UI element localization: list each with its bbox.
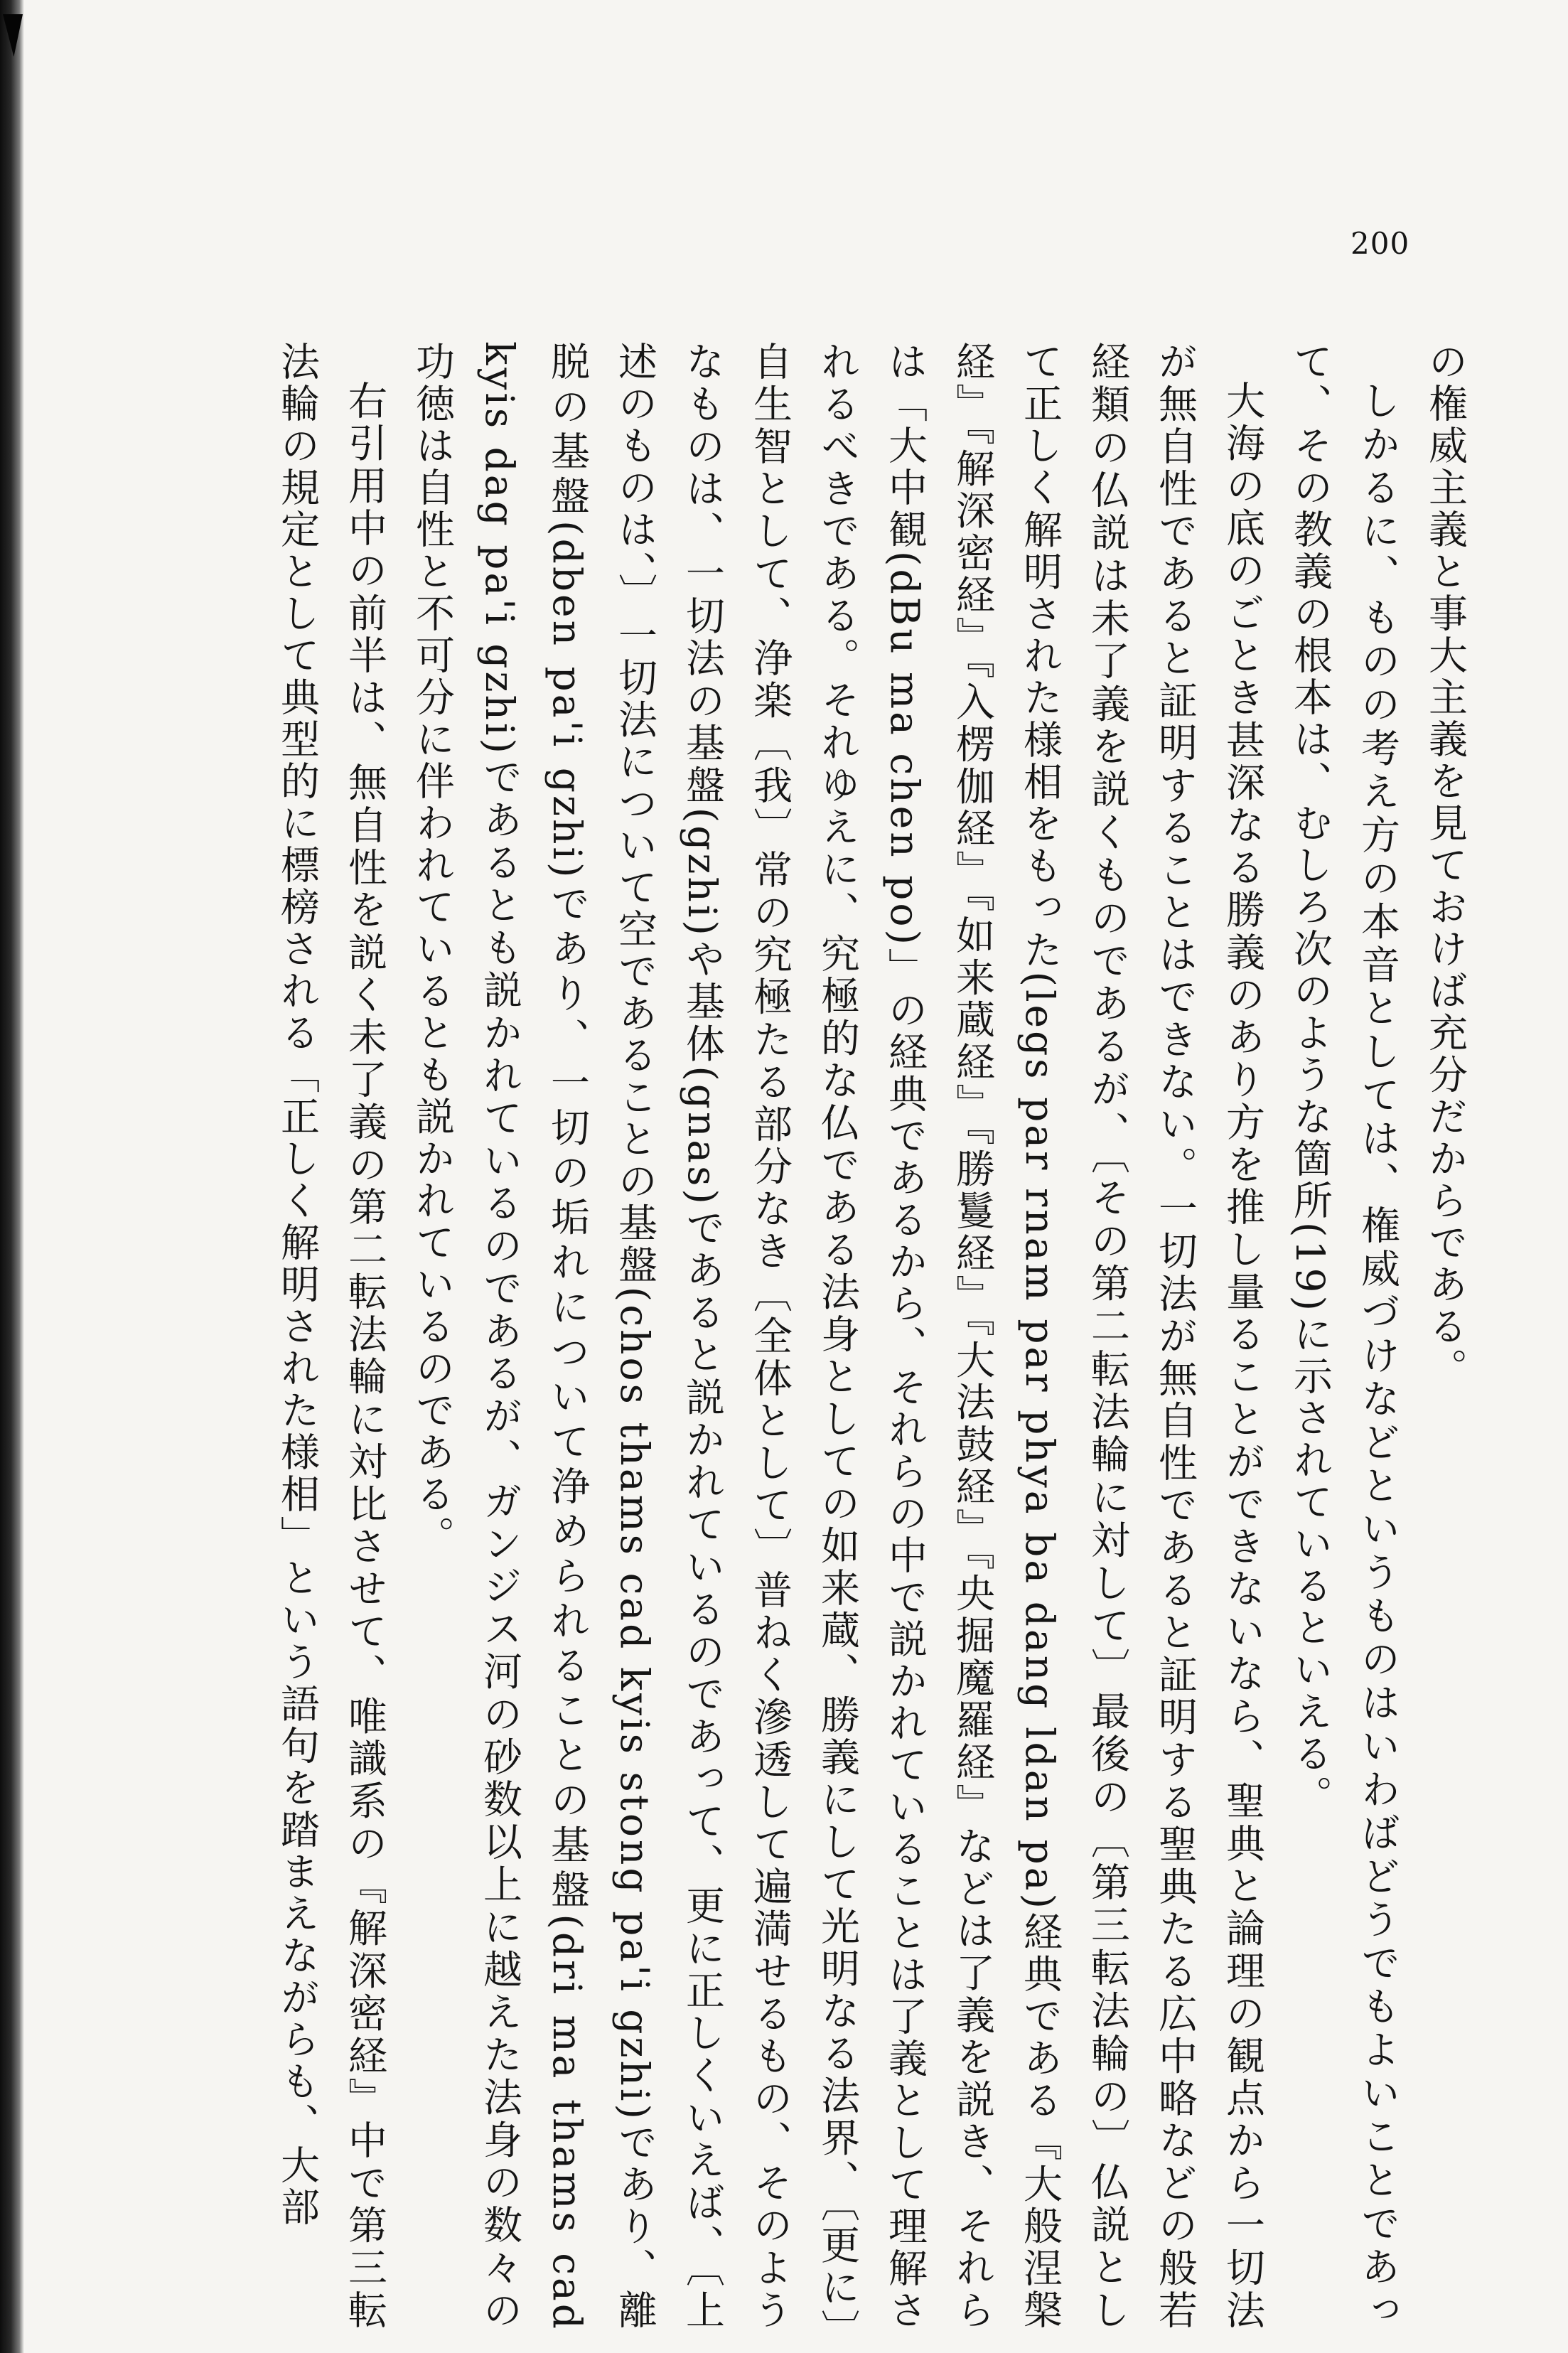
paragraph-3-quotation: 大海の底のごとき甚深なる勝義のあり方を推し量ることができないなら、聖典と論理の観点から一切法が無自性であると証明することはできない。一切法が無自性であると証明する聖典たる広中略などの般若経類の仏説は未了義を説くものであるが、〔その第二転法輪に対して〕最後の〔第三転法輪の〕仏説として正しく解明された様相をもった(legs par rnam par phya ba dang ldan pa)経典である『大般涅槃経』『解深密経』『入楞伽経』『如来蔵経』『勝鬘経』『大法鼓経』『央掘魔羅経』などは了義を説き、それらは「大中観(dBu ma chen po)」の経典であるから、それらの中で説かれていることは了義として理解されるべきである。それゆえに、究極的な仏である法身としての如来蔵、勝義にして光明なる法界、〔更に〕自生智として、浄楽〔我〕常の究極たる部分なき〔全体として〕普ねく滲透して遍満せるもの、そのようなものは、一切法の基盤(gzhi)や基体(gnas)であると説かれているのであって、更に正しくいえば、〔上述のものは、〕一切法について空であることの基盤(chos thams cad kyis stong pa'i gzhi)であり、離脱の基盤(dben pa'i gzhi)であり、一切の垢れについて浄められることの基盤(dri ma thams cad kyis dag pa'i gzhi)であるとも説かれているのであるが、ガンジス河の砂数以上に越えた法身の数々の功徳は自性と不可分に伴われているとも説かれているのである。 — [409, 341, 1265, 2332]
body-text — [171, 341, 1478, 2332]
book-spine-shadow — [0, 0, 24, 2353]
paragraph-4: 右引用中の前半は、無自性を説く未了義の第二転法輪に対比させて、唯識系の『解深密経』中で第三転法輪の規定として典型的に標榜される「正しく解明された様相」という語句を踏まえながらも、大部 — [274, 341, 387, 2332]
page-number: 200 — [1350, 226, 1410, 261]
paragraph-2: しかるに、ものの考え方の本音としては、権威づけなどというものはいわばどうでもよいことであって、その教義の根本は、むしろ次のような箇所(19)に示されているといえる。 — [1287, 341, 1400, 2332]
paragraph-1: の権威主義と事大主義を見ておけば充分だからである。 — [1422, 341, 1468, 1390]
